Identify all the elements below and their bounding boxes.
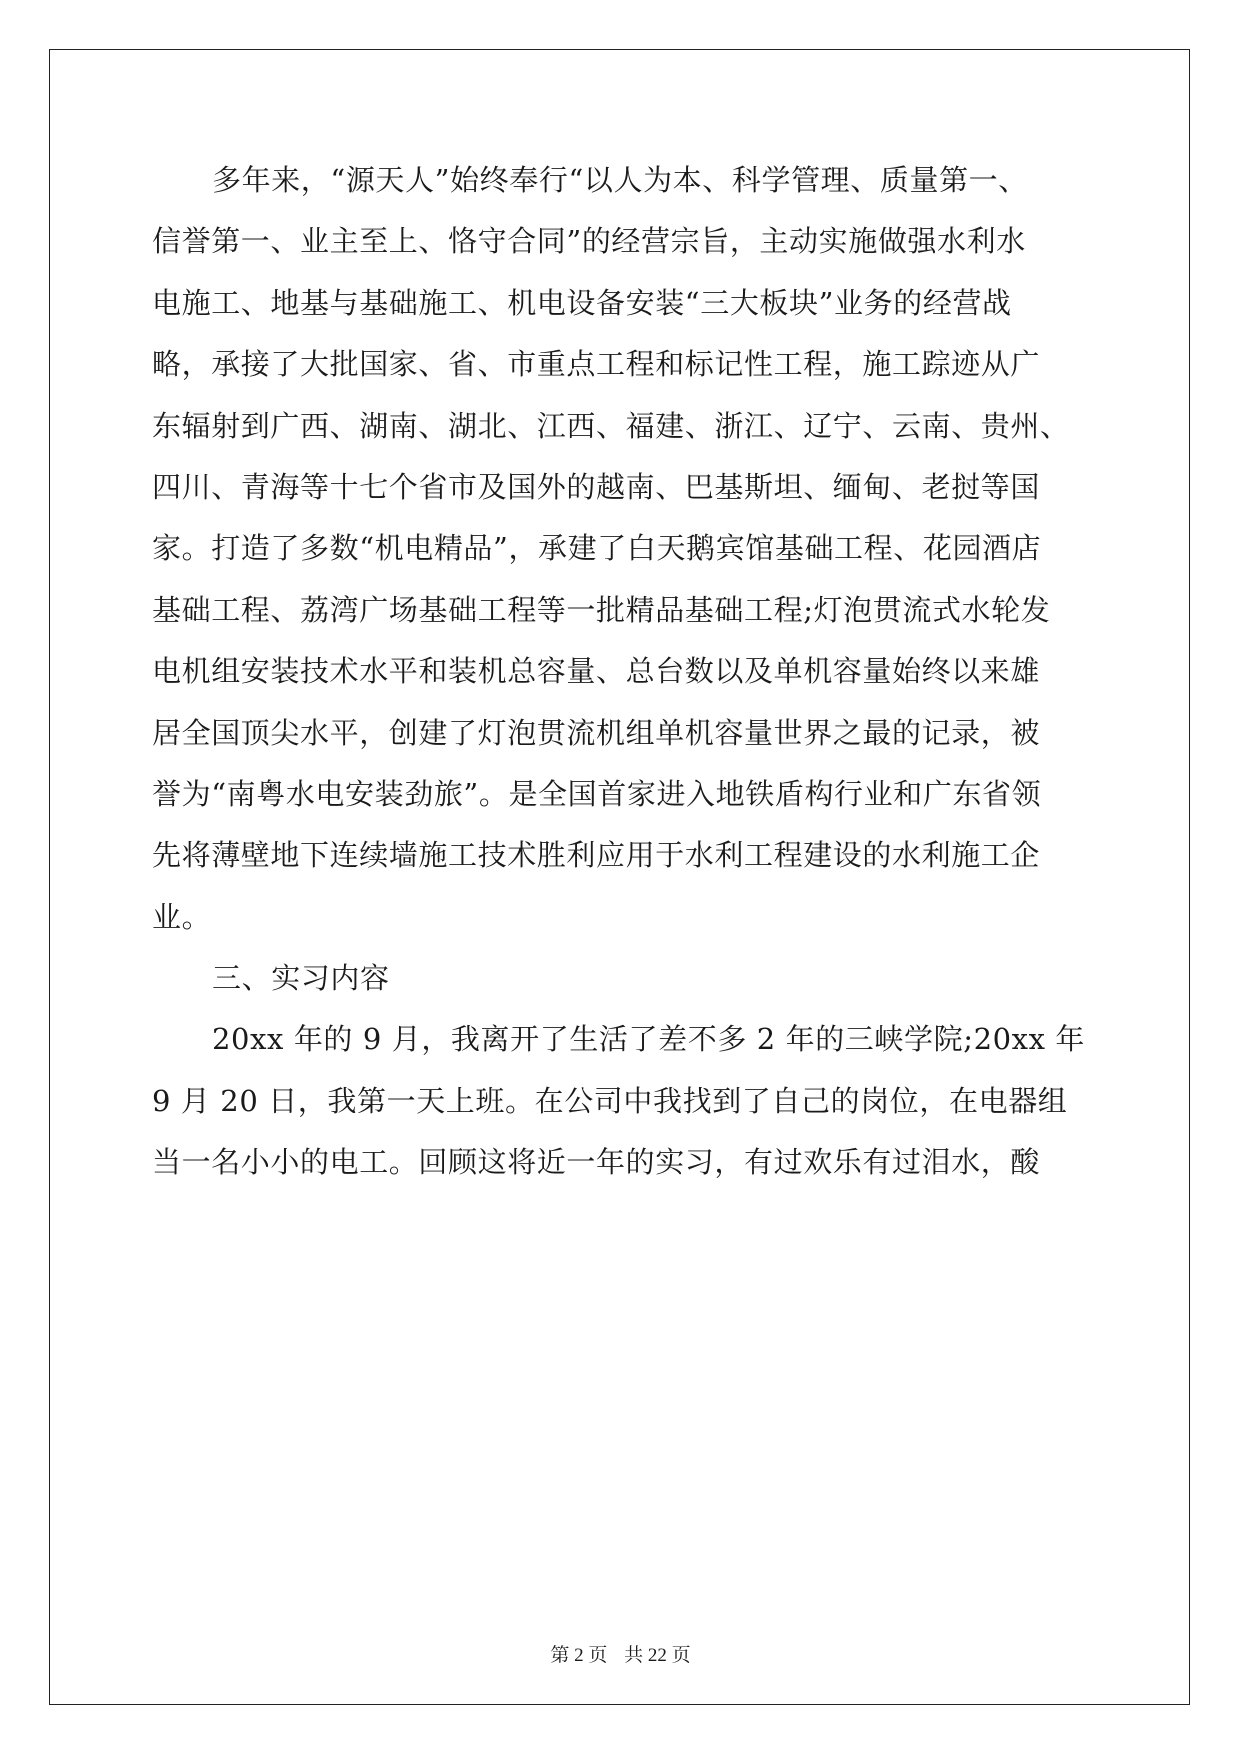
paragraph-line: 多年来，“源天人”始终奉行“以人为本、科学管理、质量第一、	[212, 163, 1028, 197]
paragraph-line: 先将薄壁地下连续墙施工技术胜利应用于水利工程建设的水利施工企	[152, 838, 1041, 873]
document-body	[152, 150, 1090, 1194]
paragraph-line: 誉为“南粤水电安装劲旅”。是全国首家进入地铁盾构行业和广东省领	[152, 776, 1042, 811]
paragraph-line: 电机组安装技术水平和装机总容量、总台数以及单机容量始终以来雄	[152, 654, 1041, 689]
paragraph-line: 略，承接了大批国家、省、市重点工程和标记性工程，施工踪迹从广	[152, 347, 1041, 382]
section-heading: 三、实习内容	[212, 961, 390, 996]
paragraph-line: 家。打造了多数“机电精品”，承建了白天鹅宾馆基础工程、花园酒店	[152, 531, 1042, 566]
paragraph-line: 当一名小小的电工。回顾这将近一年的实习，有过欢乐有过泪水，酸	[152, 1145, 1041, 1180]
paragraph-line: 业。	[152, 899, 212, 934]
paragraph-line: 四川、青海等十七个省市及国外的越南、巴基斯坦、缅甸、老挝等国	[152, 469, 1041, 504]
paragraph-line: 9 月 20 日，我第一天上班。在公司中我找到了自己的岗位，在电器组	[152, 1083, 1068, 1118]
paragraph-line: 信誉第一、业主至上、恪守合同”的经营宗旨，主动实施做强水利水	[152, 224, 1026, 259]
page-number: 第 2 页	[550, 1645, 608, 1666]
paragraph-line: 20xx 年的 9 月，我离开了生活了差不多 2 年的三峡学院;20xx 年	[212, 1022, 1086, 1057]
paragraph-line: 居全国顶尖水平，创建了灯泡贯流机组单机容量世界之最的记录，被	[152, 715, 1041, 750]
paragraph-line: 基础工程、荔湾广场基础工程等一批精品基础工程;灯泡贯流式水轮发	[152, 592, 1051, 627]
paragraph-line: 东辐射到广西、湖南、湖北、江西、福建、浙江、辽宁、云南、贵州、	[152, 408, 1070, 443]
page-total: 共 22 页	[624, 1645, 691, 1666]
paragraph-line: 电施工、地基与基础施工、机电设备安装“三大板块”业务的经营战	[152, 285, 1012, 320]
page-footer	[0, 1640, 1241, 1667]
